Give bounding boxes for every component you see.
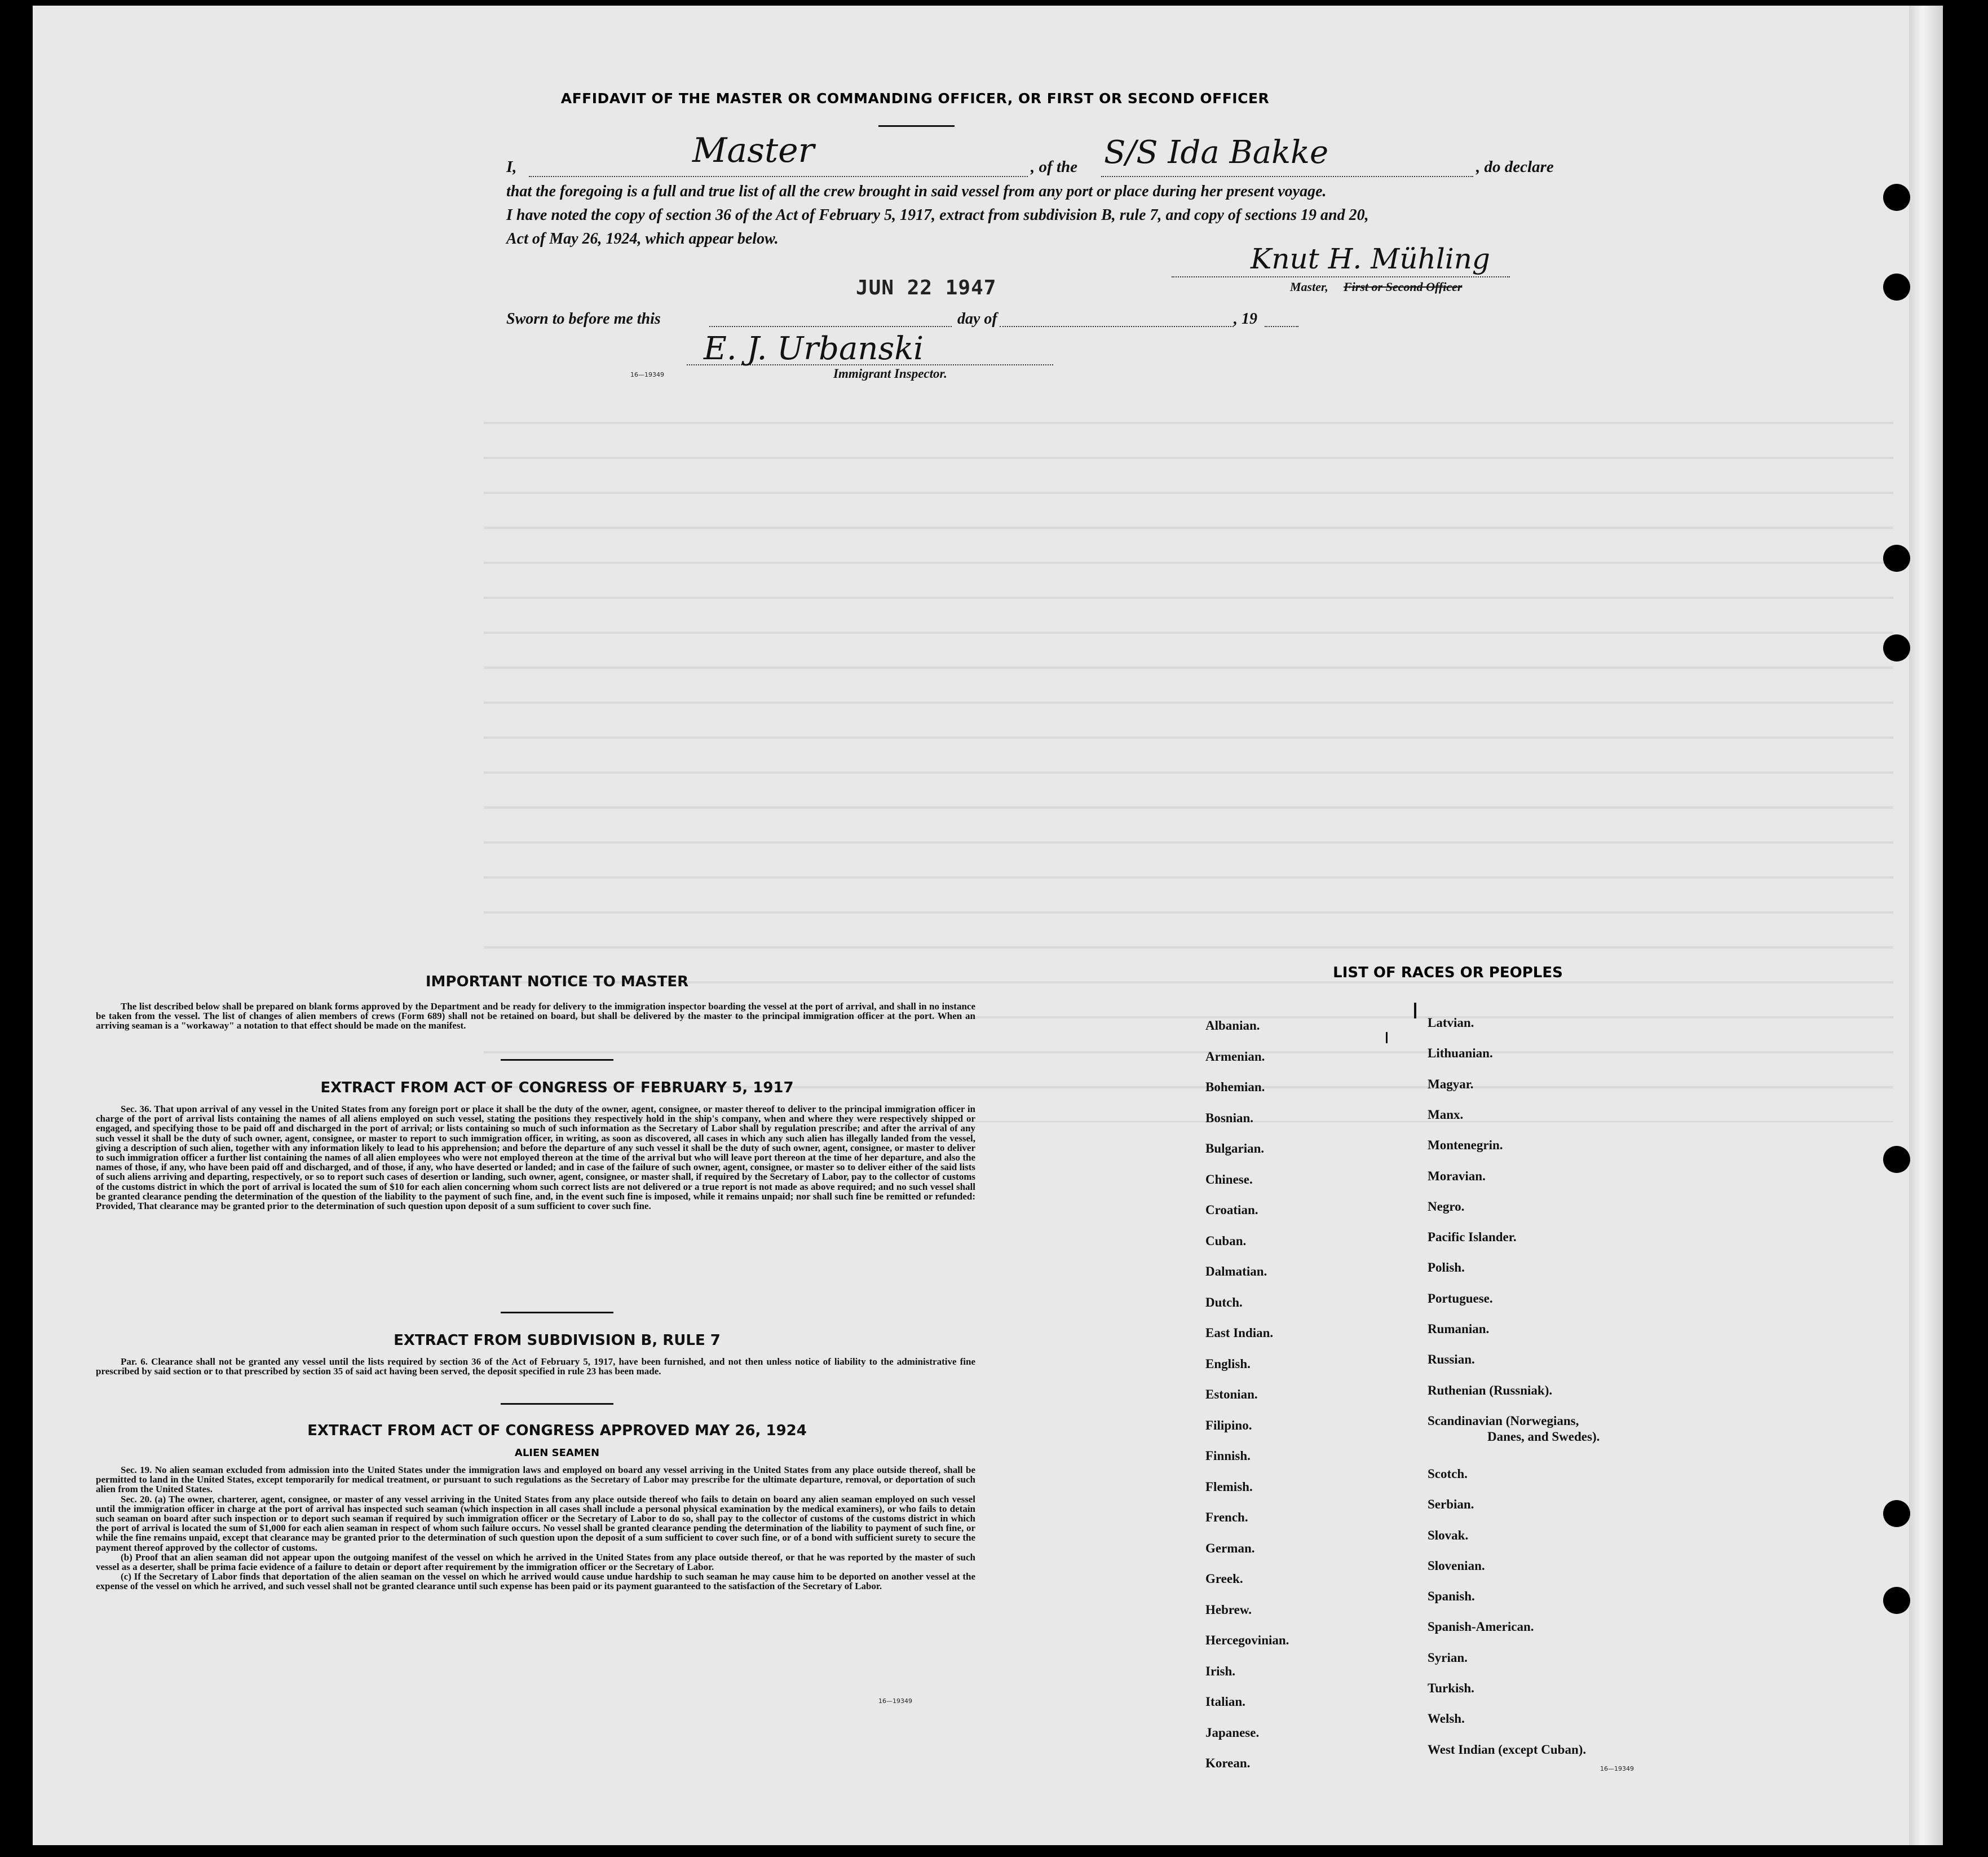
notice-paragraph: The list described below shall be prepared on blank forms approved by the Department and be ready for delivery to the immigration inspector boarding the vessel at the port of arrival, and shall in no instance be taken from the vessel. The list of changes of alien members of crews (Form 689) shall not be retained on board, but shall be delivered by the master to the principal immigration officer at the port. When an arriving seaman is a "workaway" a notation to that effect should be made on the manifest. bbox=[96, 1001, 975, 1031]
affidavit-line3: I have noted the copy of section 36 of the Act of February 5, 1917, extract from subdivision B, rule 7, and copy of sections 19 and 20, bbox=[506, 206, 1369, 224]
sworn-year: , 19 bbox=[1234, 310, 1257, 328]
race-right-item: Lithuanian. bbox=[1428, 1046, 1493, 1061]
extract-rule7-text bbox=[96, 1357, 975, 1376]
sworn-day-of: day of bbox=[957, 310, 997, 328]
race-right-item: Welsh. bbox=[1428, 1712, 1465, 1726]
affidavit-declare: , do declare bbox=[1476, 158, 1554, 176]
document-page bbox=[33, 6, 1943, 1845]
sworn-day-line bbox=[709, 326, 952, 327]
race-left-item: Cuban. bbox=[1205, 1233, 1247, 1248]
extract-1924-title: EXTRACT FROM ACT OF CONGRESS APPROVED MAY 26, 1924 bbox=[307, 1422, 807, 1439]
race-left-item: Bohemian. bbox=[1205, 1080, 1265, 1094]
race-right-item: Spanish. bbox=[1428, 1589, 1475, 1604]
punch-hole bbox=[1883, 274, 1910, 301]
race-right-item: Russian. bbox=[1428, 1352, 1475, 1367]
race-right-item: Latvian. bbox=[1428, 1016, 1474, 1030]
race-left-item: Korean. bbox=[1205, 1756, 1251, 1770]
extract-rule7-title: EXTRACT FROM SUBDIVISION B, RULE 7 bbox=[394, 1332, 721, 1349]
races-title: LIST OF RACES OR PEOPLES bbox=[1333, 964, 1563, 981]
scan-edge bbox=[1909, 6, 1943, 1845]
sworn-month-line bbox=[1000, 326, 1234, 327]
inspector-signature: E. J. Urbanski bbox=[704, 330, 924, 367]
race-right-item: Moravian. bbox=[1428, 1168, 1486, 1183]
sec-20b-paragraph: (b) Proof that an alien seaman did not appear upon the outgoing manifest of the vessel on which he arrived in the United States from any place outside thereof, or that he was reported by the master of such vessel as a deserter, shall be prima facie evidence of a failure to detain or deport after requirement by the immigration officer or the Secretary of Labor. bbox=[96, 1551, 975, 1573]
race-left-item: Bulgarian. bbox=[1205, 1141, 1265, 1155]
race-right-item: Danes, and Swedes). bbox=[1487, 1429, 1600, 1444]
notice-text bbox=[96, 1002, 975, 1031]
affidavit-of-the: , of the bbox=[1031, 158, 1077, 176]
race-right-item: Scotch. bbox=[1428, 1466, 1468, 1481]
signature-caption-struck: First or Second Officer bbox=[1344, 280, 1463, 294]
date-stamp: JUN 22 1947 bbox=[856, 276, 997, 299]
punch-hole bbox=[1883, 634, 1910, 661]
race-right-item: Syrian. bbox=[1428, 1650, 1468, 1665]
punch-hole bbox=[1883, 1500, 1910, 1527]
race-left-item: East Indian. bbox=[1205, 1326, 1274, 1340]
affidavit-i: I, bbox=[506, 158, 517, 176]
rule-7-paragraph: Par. 6. Clearance shall not be granted any vessel until the lists required by section 36 of the Act of February 5, 1917, have been furnished, and not then unless notice of liability to the administrative fine prescribed by said section or to that prescribed by section 35 of said act having been served, the deposit specified in rule 23 has been made. bbox=[96, 1356, 975, 1377]
vessel-fill-line bbox=[1101, 176, 1473, 177]
master-signature: Knut H. Mühling bbox=[1251, 242, 1490, 275]
extract-1924-text bbox=[96, 1465, 975, 1591]
alien-seamen-subtitle: ALIEN SEAMEN bbox=[514, 1447, 600, 1459]
signature-line bbox=[1172, 276, 1510, 277]
race-right-item: Manx. bbox=[1428, 1107, 1464, 1122]
inspector-caption: Immigrant Inspector. bbox=[833, 367, 947, 381]
divider-1 bbox=[501, 1059, 613, 1061]
affidavit-form-code: 16—19349 bbox=[630, 371, 664, 378]
affidavit-line2: that the foregoing is a full and true list of all the crew brought in said vessel from any port or place during her present voyage. bbox=[506, 183, 1327, 200]
extract-1917-title: EXTRACT FROM ACT OF CONGRESS OF FEBRUARY 5, 1917 bbox=[320, 1079, 794, 1096]
punch-hole bbox=[1883, 1146, 1910, 1173]
race-right-item: Slovak. bbox=[1428, 1528, 1469, 1542]
race-left-item: Estonian. bbox=[1205, 1387, 1258, 1401]
extract-form-code: 16—19349 bbox=[878, 1697, 912, 1705]
race-left-item: Hercegovinian. bbox=[1205, 1633, 1289, 1647]
race-left-item: Italian. bbox=[1205, 1695, 1245, 1709]
race-right-item: Scandinavian (Norwegians, bbox=[1428, 1413, 1579, 1428]
race-left-item: Dutch. bbox=[1205, 1295, 1243, 1309]
notice-title: IMPORTANT NOTICE TO MASTER bbox=[425, 973, 689, 990]
race-right-item: Turkish. bbox=[1428, 1681, 1474, 1695]
title-rule bbox=[878, 125, 955, 127]
signature-caption-master: Master, bbox=[1290, 280, 1328, 294]
affidavit-line4: Act of May 26, 1924, which appear below. bbox=[506, 230, 779, 248]
race-right-item: Slovenian. bbox=[1428, 1558, 1485, 1573]
race-left-item: German. bbox=[1205, 1541, 1255, 1555]
race-left-item: English. bbox=[1205, 1356, 1251, 1371]
race-right-item: Spanish-American. bbox=[1428, 1620, 1534, 1634]
race-left-item: Finnish. bbox=[1205, 1449, 1251, 1463]
scan-mark bbox=[1414, 1003, 1416, 1018]
sec-20c-paragraph: (c) If the Secretary of Labor finds that deportation of the alien seaman on the vessel on which he arrived would cause undue hardship to such seaman he may cause him to be deported on another vessel at the expense of the vessel on which he arrived, and such vessel shall not be granted clearance until such expense has been paid or its payment guaranteed to the satisfaction of the Secretary of Labor. bbox=[96, 1571, 975, 1592]
race-left-item: Albanian. bbox=[1205, 1018, 1260, 1033]
race-left-item: Flemish. bbox=[1205, 1479, 1253, 1494]
race-left-item: Irish. bbox=[1205, 1664, 1236, 1678]
punch-hole bbox=[1883, 184, 1910, 211]
race-left-item: Filipino. bbox=[1205, 1418, 1252, 1432]
punch-hole bbox=[1883, 545, 1910, 572]
master-fill-line bbox=[529, 176, 1028, 177]
race-right-item: Pacific Islander. bbox=[1428, 1230, 1517, 1245]
race-right-item: Polish. bbox=[1428, 1260, 1465, 1275]
scan-mark bbox=[1386, 1032, 1388, 1043]
race-right-item: West Indian (except Cuban). bbox=[1428, 1742, 1587, 1757]
race-left-item: Dalmatian. bbox=[1205, 1264, 1267, 1278]
vessel-handwritten: S/S Ida Bakke bbox=[1104, 134, 1329, 171]
extract-1917-text bbox=[96, 1104, 975, 1211]
race-left-item: Hebrew. bbox=[1205, 1602, 1252, 1617]
race-right-item: Magyar. bbox=[1428, 1077, 1474, 1091]
sec-36-paragraph: Sec. 36. That upon arrival of any vessel in the United States from any foreign port or place it shall be the duty of the owner, agent, consignee, or master thereof to deliver to the principal immigration officer in charge of the port of arrival lists containing the names of all aliens employed on such vessel, stating the positions they respectively hold in the ship's company, when and where they were respectively shipped or engaged, and specifying those to be paid off and discharged in the port of arrival; or lists containing so much of such information as the Secretary of Labor shall by regulation prescribe; and after the arrival of any such vessel it shall be the duty of such owner, agent, consignee, or master to report to such immigration officer, in writing, as soon as discovered, all cases in which any such alien has illegally landed from the vessel, giving a description of such alien, together with any information likely to lead to his apprehension; and before the departure of any such vessel it shall be the duty of such owner, agent, consignee, or master to deliver to such immigration officer a further list containing the names of all alien employees who were not employed thereon at the time of the arrival but who will leave port thereon at the time of her departure, and also the names of those, if any, who have been paid off and discharged, and of those, if any, who have deserted or landed; and in case of the failure of such owner, agent, consignee, or master so to deliver either of the said lists of such aliens arriving and departing, respectively, or so to report such cases of desertion or landing, such owner, agent, consignee, or master shall, if required by the Secretary of Labor, pay to the collector of customs of the customs district in which the port of arrival is located the sum of $10 for each alien concerning whom such correct lists are not delivered or a true report is not made as above required; and no such vessel shall be granted clearance pending the determination of the question of the liability to the payment of such fine, and, in the event such fine is imposed, while it remains unpaid; nor shall such fine be remitted or refunded: Provided, That clearance may be granted prior to the determination of such question upon deposit of a sum sufficient to cover such fine. bbox=[96, 1104, 975, 1212]
race-right-item: Negro. bbox=[1428, 1199, 1465, 1214]
divider-2 bbox=[501, 1312, 613, 1313]
race-left-item: Chinese. bbox=[1205, 1172, 1253, 1186]
race-left-item: Japanese. bbox=[1205, 1725, 1260, 1740]
race-right-item: Montenegrin. bbox=[1428, 1138, 1503, 1153]
divider-3 bbox=[501, 1403, 613, 1405]
race-right-item: Rumanian. bbox=[1428, 1322, 1490, 1336]
race-left-item: Croatian. bbox=[1205, 1203, 1258, 1217]
sec-19-paragraph: Sec. 19. No alien seaman excluded from admission into the United States under the immigration laws and employed on board any vessel arriving in the United States from any place outside thereof, shall be permitted to land in the United States, except temporarily for medical treatment, or pursuant to such regulations as the Secretary of Labor may prescribe for the ultimate departure, removal, or deportation of such alien from the United States. bbox=[96, 1465, 975, 1495]
affidavit-title: AFFIDAVIT OF THE MASTER OR COMMANDING OFFICER, OR FIRST OR SECOND OFFICER bbox=[560, 90, 1270, 107]
race-left-item: French. bbox=[1205, 1510, 1248, 1524]
sec-20a-paragraph: Sec. 20. (a) The owner, charterer, agent, consignee, or master of any vessel arriving in the United States from any place outside thereof who fails to detain on board any alien seaman employed on such vessel until the immigration officer in charge at the port of arrival has inspected such seaman (which inspection in all cases shall include a personal physical examination by the medical examiners), or who fails to detain such seaman on board after such inspection or to deport such seaman if required by such immigration officer or the Secretary of Labor to do so, shall pay to the collector of customs of the customs district in which the port of arrival is located the sum of $1,000 for each alien seaman in respect of whom such failure occurs. No vessel shall be granted clearance pending the determination of the liability to payment of such fine, or while the fine remains unpaid, except that clearance may be granted prior to the determination of such question upon the deposit of a sum sufficient to cover such fine, or of a bond with sufficient surety to secure the payment thereof approved by the collector of customs. bbox=[96, 1493, 975, 1553]
sworn-year-line bbox=[1265, 326, 1298, 327]
race-right-item: Ruthenian (Russniak). bbox=[1428, 1383, 1553, 1397]
sworn-prefix: Sworn to before me this bbox=[506, 310, 661, 328]
race-left-item: Armenian. bbox=[1205, 1049, 1265, 1064]
race-left-item: Bosnian. bbox=[1205, 1110, 1254, 1125]
punch-hole bbox=[1883, 1587, 1910, 1614]
race-right-item: Portuguese. bbox=[1428, 1291, 1493, 1305]
race-left-item: Greek. bbox=[1205, 1572, 1243, 1586]
races-form-code: 16—19349 bbox=[1600, 1765, 1634, 1772]
race-right-item: Serbian. bbox=[1428, 1497, 1474, 1512]
master-handwritten: Master bbox=[692, 131, 815, 170]
